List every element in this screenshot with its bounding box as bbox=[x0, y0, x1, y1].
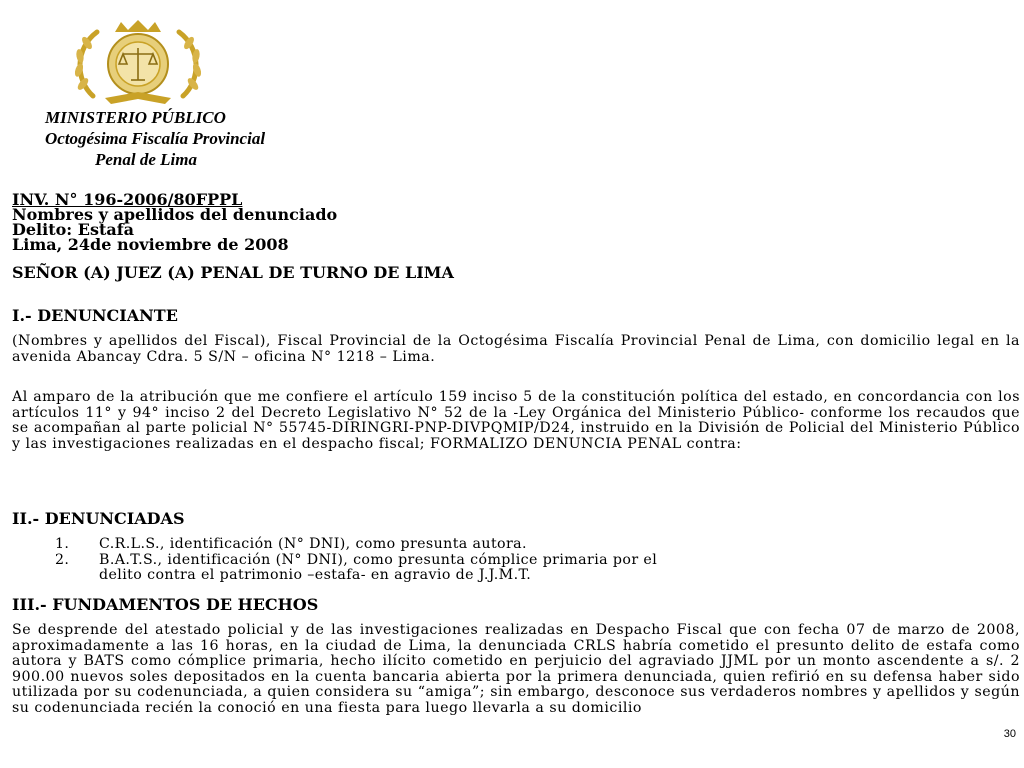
list-item-text: B.A.T.S., identificación (N° DNI), como presunta cómplice primaria por el bbox=[99, 551, 658, 568]
section-title-denunciante: I.- DENUNCIANTE bbox=[12, 306, 178, 325]
addressee: SEÑOR (A) JUEZ (A) PENAL DE TURNO DE LIMA bbox=[12, 263, 454, 282]
section-title-denunciadas: II.- DENUNCIADAS bbox=[12, 509, 185, 528]
complainant-paragraph: (Nombres y apellidos del Fiscal), Fiscal Provincial de la Octogésima Fiscalía Provincial Penal de Lima, con domicilio legal en la avenida Abancay Cdra. 5 S/N – oficina N° 1218 – Lima. bbox=[12, 333, 1020, 365]
list-item-number: 2. bbox=[55, 551, 70, 568]
list-item-continuation: delito contra el patrimonio –estafa- en agravio de J.J.M.T. bbox=[99, 567, 532, 583]
crime-line: Delito: Estafa bbox=[12, 220, 134, 239]
date-line: Lima, 24de noviembre de 2008 bbox=[12, 235, 289, 254]
accused-line: Nombres y apellidos del denunciado bbox=[12, 205, 338, 224]
ministerio-publico-seal-icon bbox=[35, 18, 240, 106]
org-name: MINISTERIO PÚBLICO bbox=[45, 108, 226, 127]
list-item-text: C.R.L.S., identificación (N° DNI), como presunta autora. bbox=[99, 536, 527, 552]
facts-paragraph: Se desprende del atestado policial y de las investigaciones realizadas en Despacho Fiscal que con fecha 07 de marzo de 2008, aproximadamente a las 16 horas, en la ciudad de Lima, la denunciada CRLS habría cometido el presunto delito de estafa como autora y BATS como cómplice primaria, hecho ilícito cometido en perjuicio del agraviado JJML por un monto ascendente a s/. 2 900.00 nuevos soles depositados en la cuenta bancaria abierta por la primera denunciada, quien refirió en su defensa haber sido utilizada por su codenunciada, a quien considera su “amiga”; sin embargo, desconoce sus verdaderos nombres y apellidos y según su codenunciada recién la conoció en una fiesta para luego llevarla a su domicilio bbox=[12, 622, 1020, 716]
list-item bbox=[55, 553, 965, 569]
accused-list bbox=[55, 537, 965, 584]
case-number: INV. N° 196-2006/80FPPL bbox=[12, 190, 243, 209]
org-city: Penal de Lima bbox=[95, 150, 197, 169]
page-number: 30 bbox=[1003, 728, 1016, 740]
list-item bbox=[55, 537, 965, 553]
list-item-number: 1. bbox=[55, 536, 70, 552]
legal-basis-paragraph: Al amparo de la atribución que me confiere el artículo 159 inciso 5 de la constitución política del estado, en concordancia con los artículos 11° y 94° inciso 2 del Decreto Legislativo N° 52 de la -Ley Orgánica del Ministerio Público- conforme los recaudos que se acompañan al parte policial N° 55745-DIRINGRI-PNP-DIVPQMIP/D24, instruido en la División de Policial del Ministerio Público y las investigaciones realizadas en el despacho fiscal; FORMALIZO DENUNCIA PENAL contra: bbox=[12, 389, 1020, 452]
org-subtitle: Octogésima Fiscalía Provincial bbox=[45, 129, 266, 148]
section-title-fundamentos: III.- FUNDAMENTOS DE HECHOS bbox=[12, 595, 319, 614]
